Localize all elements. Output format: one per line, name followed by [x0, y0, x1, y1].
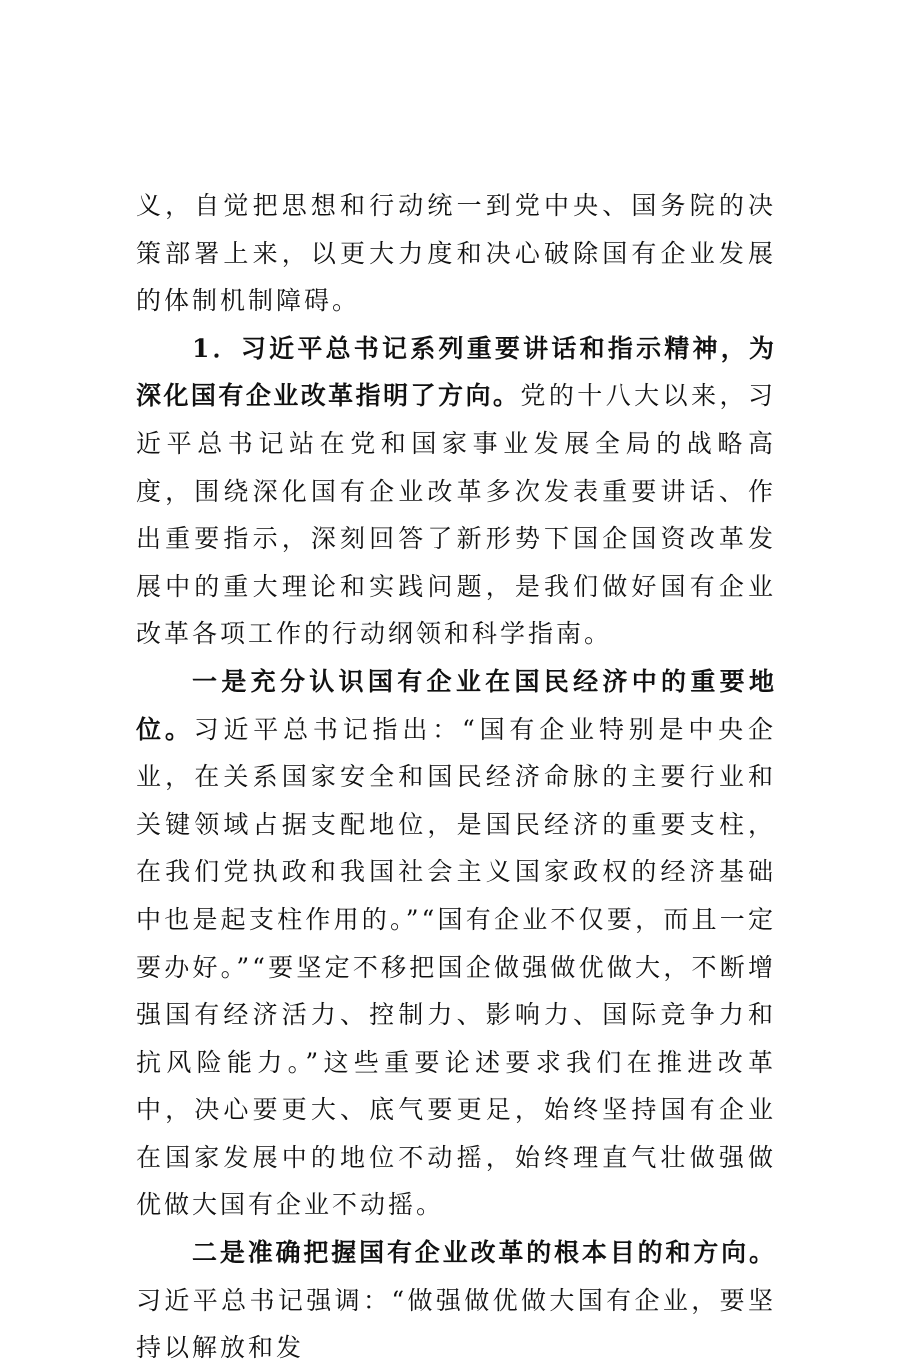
document-body — [136, 182, 776, 1372]
paragraph-heading: 1．习近平总书记系列重要讲话和指示精神，为深化国有企业改革指明了方向。 — [136, 333, 776, 411]
paragraph-body: 党的十八大以来，习近平总书记站在党和国家事业发展全局的战略高度，围绕深化国有企业改革多次发表重要讲话、作出重要指示，深刻回答了新形势下国企国资改革发展中的重大理论和实践问题，是我们做好国有企业改革各项工作的行动纲领和科学指南。 — [136, 381, 776, 649]
paragraph-point-1 — [136, 658, 776, 1229]
paragraph-point-2 — [136, 1229, 776, 1372]
paragraph-heading: 二是准确把握国有企业改革的根本目的和方向。 — [192, 1238, 776, 1268]
paragraph-section-1 — [136, 325, 776, 658]
paragraph-body: 习近平总书记指出：“国有企业特别是中央企业，在关系国家安全和国民经济命脉的主要行业和关键领域占据支配地位，是国民经济的重要支柱，在我们党执政和我国社会主义国家政权的经济基础中也是起支柱作用的。”“国有企业不仅要，而且一定要办好。”“要坚定不移把国企做强做优做大，不断增强国有经济活力、控制力、影响力、国际竞争力和抗风险能力。”这些重要论述要求我们在推进改革中，决心要更大、底气要更足，始终坚持国有企业在国家发展中的地位不动摇，始终理直气壮做强做优做大国有企业不动摇。 — [136, 714, 776, 1220]
paragraph-body: 义，自觉把思想和行动统一到党中央、国务院的决策部署上来，以更大力度和决心破除国有企业发展的体制机制障碍。 — [136, 191, 776, 316]
paragraph-heading: 一是充分认识国有企业在国民经济中的重要地位。 — [136, 666, 776, 744]
paragraph-continuation — [136, 182, 776, 325]
paragraph-body: 习近平总书记强调：“做强做优做大国有企业，要坚持以解放和发 — [136, 1285, 776, 1363]
